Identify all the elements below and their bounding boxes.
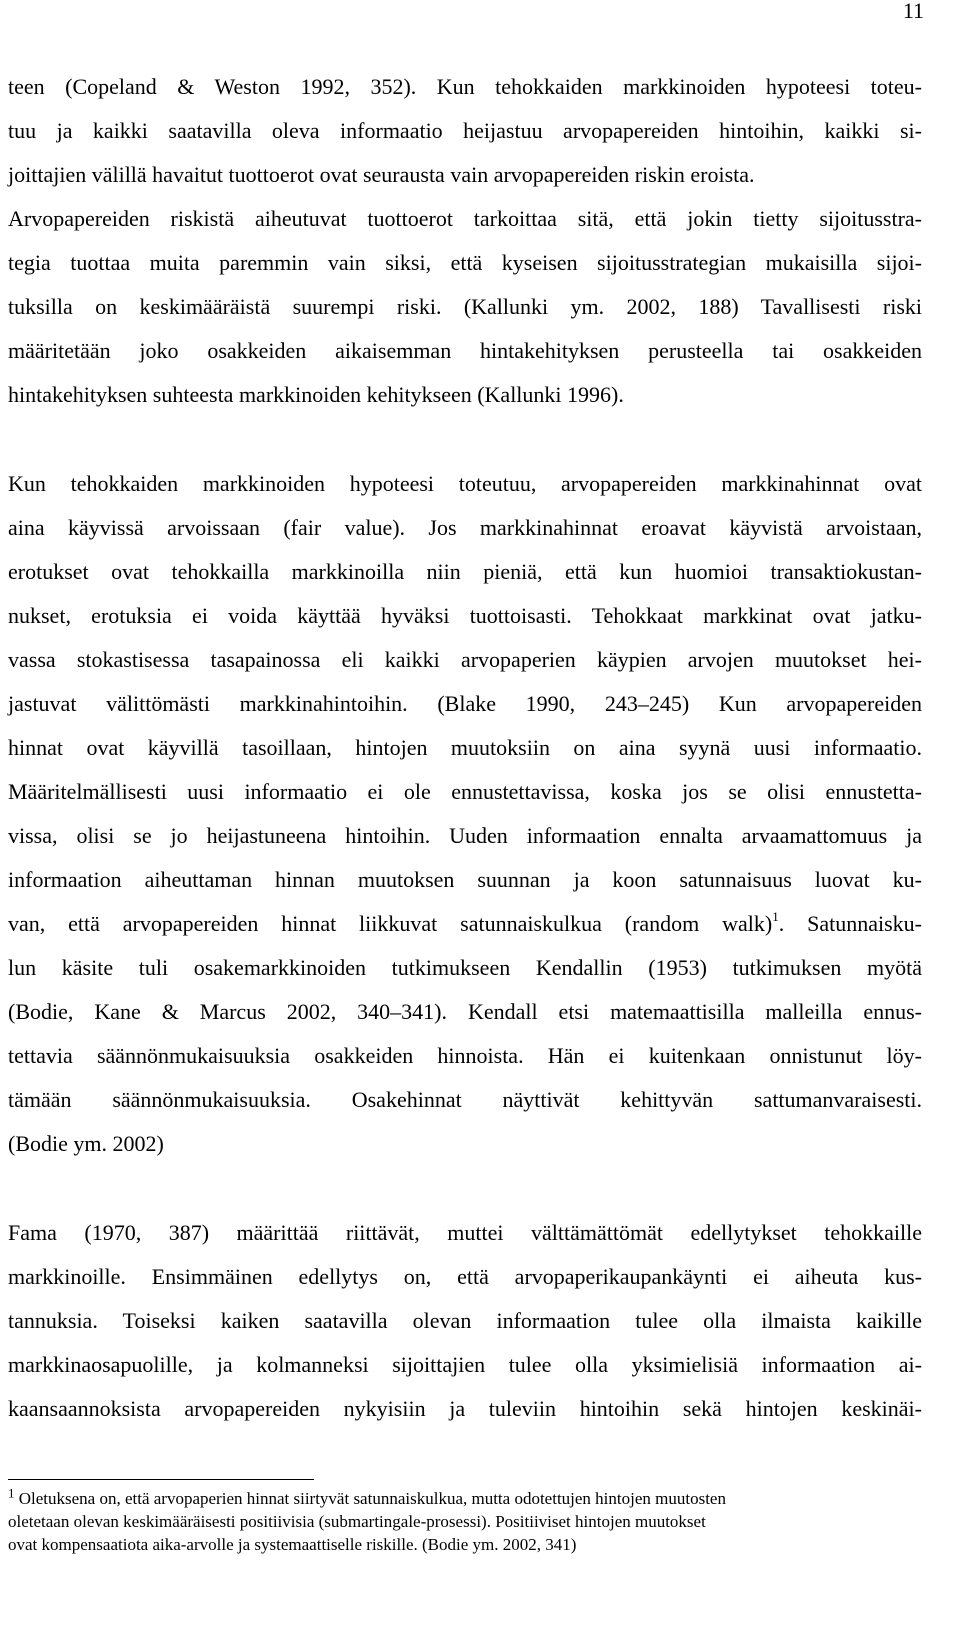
footnote-text: Oletuksena on, että arvopaperien hinnat siirtyvät satunnaiskulkua, mutta odotettujen hintojen muutosten — [14, 1489, 726, 1508]
body-line: aina käyvissä arvoissaan (fair value). Jos markkinahinnat eroavat käyvistä arvoistaan, — [8, 515, 922, 540]
footnote-line: oletetaan olevan keskimääräisesti positiivisia (submartingale-prosessi). Positiiviset hintojen muutokset — [8, 1512, 706, 1531]
body-line-text: van, että arvopapereiden hinnat liikkuvat satunnaiskulkua (random walk) — [8, 911, 773, 936]
footnote-mark: 1 — [8, 1485, 15, 1501]
body-line: (Bodie ym. 2002) — [8, 1131, 164, 1156]
body-line: joittajien välillä havaitut tuottoerot ovat seurausta vain arvopapereiden riskin eroista. — [8, 162, 755, 187]
body-line: kaansaannoksista arvopapereiden nykyisiin ja tuleviin hintoihin sekä hintojen keskinäi- — [8, 1396, 922, 1421]
body-line: informaation aiheuttaman hinnan muutoksen suunnan ja koon satunnaisuus luovat ku- — [8, 867, 922, 892]
body-line: Fama (1970, 387) määrittää riittävät, muttei välttämättömät edellytykset tehokkaille — [8, 1220, 922, 1245]
body-line: markkinaosapuolille, ja kolmanneksi sijoittajien tulee olla yksimielisiä informaation ai- — [8, 1352, 922, 1377]
body-line: nukset, erotuksia ei voida käyttää hyväksi tuottoisasti. Tehokkaat markkinat ovat jatku- — [8, 603, 922, 628]
body-line: tämään säännönmukaisuuksia. Osakehinnat näyttivät kehittyvän sattumanvaraisesti. — [8, 1087, 922, 1112]
body-line: vassa stokastisessa tasapainossa eli kaikki arvopaperien käypien arvojen muutokset hei- — [8, 647, 922, 672]
body-line: tuksilla on keskimääräistä suurempi riski. (Kallunki ym. 2002, 188) Tavallisesti riski — [8, 294, 922, 319]
body-line: tannuksia. Toiseksi kaiken saatavilla olevan informaation tulee olla ilmaista kaikille — [8, 1308, 922, 1333]
body-line: (Bodie, Kane & Marcus 2002, 340–341). Kendall etsi matemaattisilla malleilla ennus- — [8, 999, 922, 1024]
footnote-line — [8, 1485, 920, 1510]
body-line: erotukset ovat tehokkailla markkinoilla niin pieniä, että kun huomioi transaktiokustan- — [8, 559, 922, 584]
footnote-reference[interactable]: 1 — [772, 908, 779, 924]
body-line: teen (Copeland & Weston 1992, 352). Kun tehokkaiden markkinoiden hypoteesi toteu- — [8, 74, 922, 99]
body-line: määritetään joko osakkeiden aikaisemman hintakehityksen perusteella tai osakkeiden — [8, 338, 922, 363]
body-line: jastuvat välittömästi markkinahintoihin. (Blake 1990, 243–245) Kun arvopapereiden — [8, 691, 922, 716]
footnote-separator — [8, 1479, 314, 1480]
body-line: tuu ja kaikki saatavilla oleva informaatio heijastuu arvopapereiden hintoihin, kaikki si- — [8, 118, 922, 143]
body-line-text: . Satunnaisku- — [778, 911, 922, 936]
body-line: hintakehityksen suhteesta markkinoiden kehitykseen (Kallunki 1996). — [8, 382, 624, 407]
body-line: hinnat ovat käyvillä tasoillaan, hintojen muutoksiin on aina syynä uusi informaatio. — [8, 735, 922, 760]
body-line: Arvopapereiden riskistä aiheutuvat tuottoerot tarkoittaa sitä, että jokin tietty sijoitusstra- — [8, 206, 922, 231]
body-line: vissa, olisi se jo heijastuneena hintoihin. Uuden informaation ennalta arvaamattomuus ja — [8, 823, 922, 848]
page-number: 11 — [902, 0, 924, 23]
footnote-line: ovat kompensaatiota aika-arvolle ja systemaattiselle riskille. (Bodie ym. 2002, 341) — [8, 1535, 577, 1554]
body-line: tegia tuottaa muita paremmin vain siksi, että kyseisen sijoitusstrategian mukaisilla sijoi- — [8, 250, 922, 275]
body-line: markkinoille. Ensimmäinen edellytys on, että arvopaperikaupankäynti ei aiheuta kus- — [8, 1264, 922, 1289]
body-line: tettavia säännönmukaisuuksia osakkeiden hinnoista. Hän ei kuitenkaan onnistunut löy- — [8, 1043, 922, 1068]
body-line: Määritelmällisesti uusi informaatio ei ole ennustettavissa, koska jos se olisi ennustetta- — [8, 779, 922, 804]
body-line: Kun tehokkaiden markkinoiden hypoteesi toteutuu, arvopapereiden markkinahinnat ovat — [8, 471, 922, 496]
body-line — [8, 909, 922, 939]
body-line: lun käsite tuli osakemarkkinoiden tutkimukseen Kendallin (1953) tutkimuksen myötä — [8, 955, 922, 980]
